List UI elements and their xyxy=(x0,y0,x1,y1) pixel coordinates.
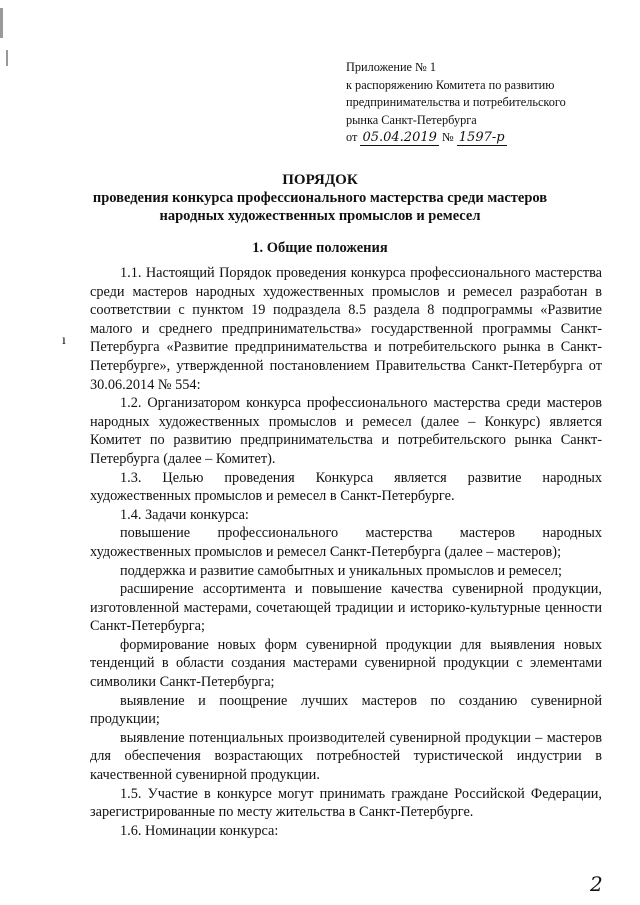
handwritten-number: 1597-р xyxy=(458,130,505,145)
document-subtitle-line: проведения конкурса профессионального мастерства среди мастеров xyxy=(92,190,548,206)
margin-mark: ı xyxy=(62,333,66,348)
paragraph: 1.5. Участие в конкурсе могут принимать граждане Российской Федерации, зарегистрированные по месту жительства в Санкт-Петербурге. xyxy=(90,785,602,821)
binder-edge-mark xyxy=(6,50,8,66)
number-prefix: № xyxy=(441,130,454,144)
section-title: 1. Общие положения xyxy=(252,240,388,256)
paragraph: 1.1. Настоящий Порядок проведения конкурса профессионального мастерства среди мастеров народных художественных промыслов и ремесел разработан в соответствии с пунктом 19 подраздела 8.5 раздела 8 подпрограммы «Развитие малого и среднего предпринимательства» государственной программы Санкт-Петербурга «Развитие предпринимательства и потребительского рынка в Санкт-Петербурге», утвержденной постановлением Правительства Санкт-Петербурга от 30.06.2014 № 554: xyxy=(90,265,602,393)
paragraph: выявление потенциальных производителей сувенирной продукции – мастеров для обеспечения возрастающих потребностей туристической индустрии в качественной сувенирной продукции. xyxy=(90,729,602,784)
attachment-line: рынка Санкт-Петербурга xyxy=(346,112,477,127)
attachment-date-line xyxy=(346,129,616,147)
paragraph: 1.6. Номинации конкурса: xyxy=(120,822,279,839)
paragraph: выявление и поощрение лучших мастеров по созданию сувенирной продукции; xyxy=(90,692,602,728)
paragraph: расширение ассортимента и повышение качества сувенирной продукции, изготовленной мастерами, сочетающей традиции и историко-культурные ценности Санкт-Петербурга; xyxy=(90,581,602,635)
paragraph: 1.3. Целью проведения Конкурса является развитие народных художественных промыслов и ремесел в Санкт-Петербурге. xyxy=(90,469,602,505)
handwritten-date: 05.04.2019 xyxy=(362,130,437,145)
document-title: ПОРЯДОК xyxy=(282,172,358,188)
paragraph: повышение профессионального мастерства мастеров народных художественных промыслов и ремесел Санкт-Петербурга (далее – мастеров); xyxy=(90,525,602,560)
attachment-line: к распоряжению Комитета по развитию xyxy=(346,77,555,92)
document-subtitle-line: народных художественных промыслов и ремесел xyxy=(159,208,481,224)
paragraph: формирование новых форм сувенирной продукции для выявления новых тенденций в области создания мастерами сувенирной продукции с элементами символики Санкт-Петербурга; xyxy=(90,636,602,691)
paragraph: 1.4. Задачи конкурса: xyxy=(120,506,249,523)
attachment-line: предпринимательства и потребительского xyxy=(346,95,566,109)
attachment-header xyxy=(346,59,616,147)
page-number: 2 xyxy=(590,872,603,896)
paragraph: поддержка и развитие самобытных и уникальных промыслов и ремесел; xyxy=(120,562,562,579)
attachment-line: Приложение № 1 xyxy=(346,60,437,74)
binder-edge-mark xyxy=(0,8,3,38)
date-prefix: от xyxy=(346,130,358,144)
document-body xyxy=(90,264,602,840)
paragraph: 1.2. Организатором конкурса профессионального мастерства среди мастеров народных художественных промыслов и ремесел (далее – Конкурс) является Комитет по развитию предпринимательства и потребительского рынка Санкт-Петербурга (далее – Комитет). xyxy=(90,395,602,467)
